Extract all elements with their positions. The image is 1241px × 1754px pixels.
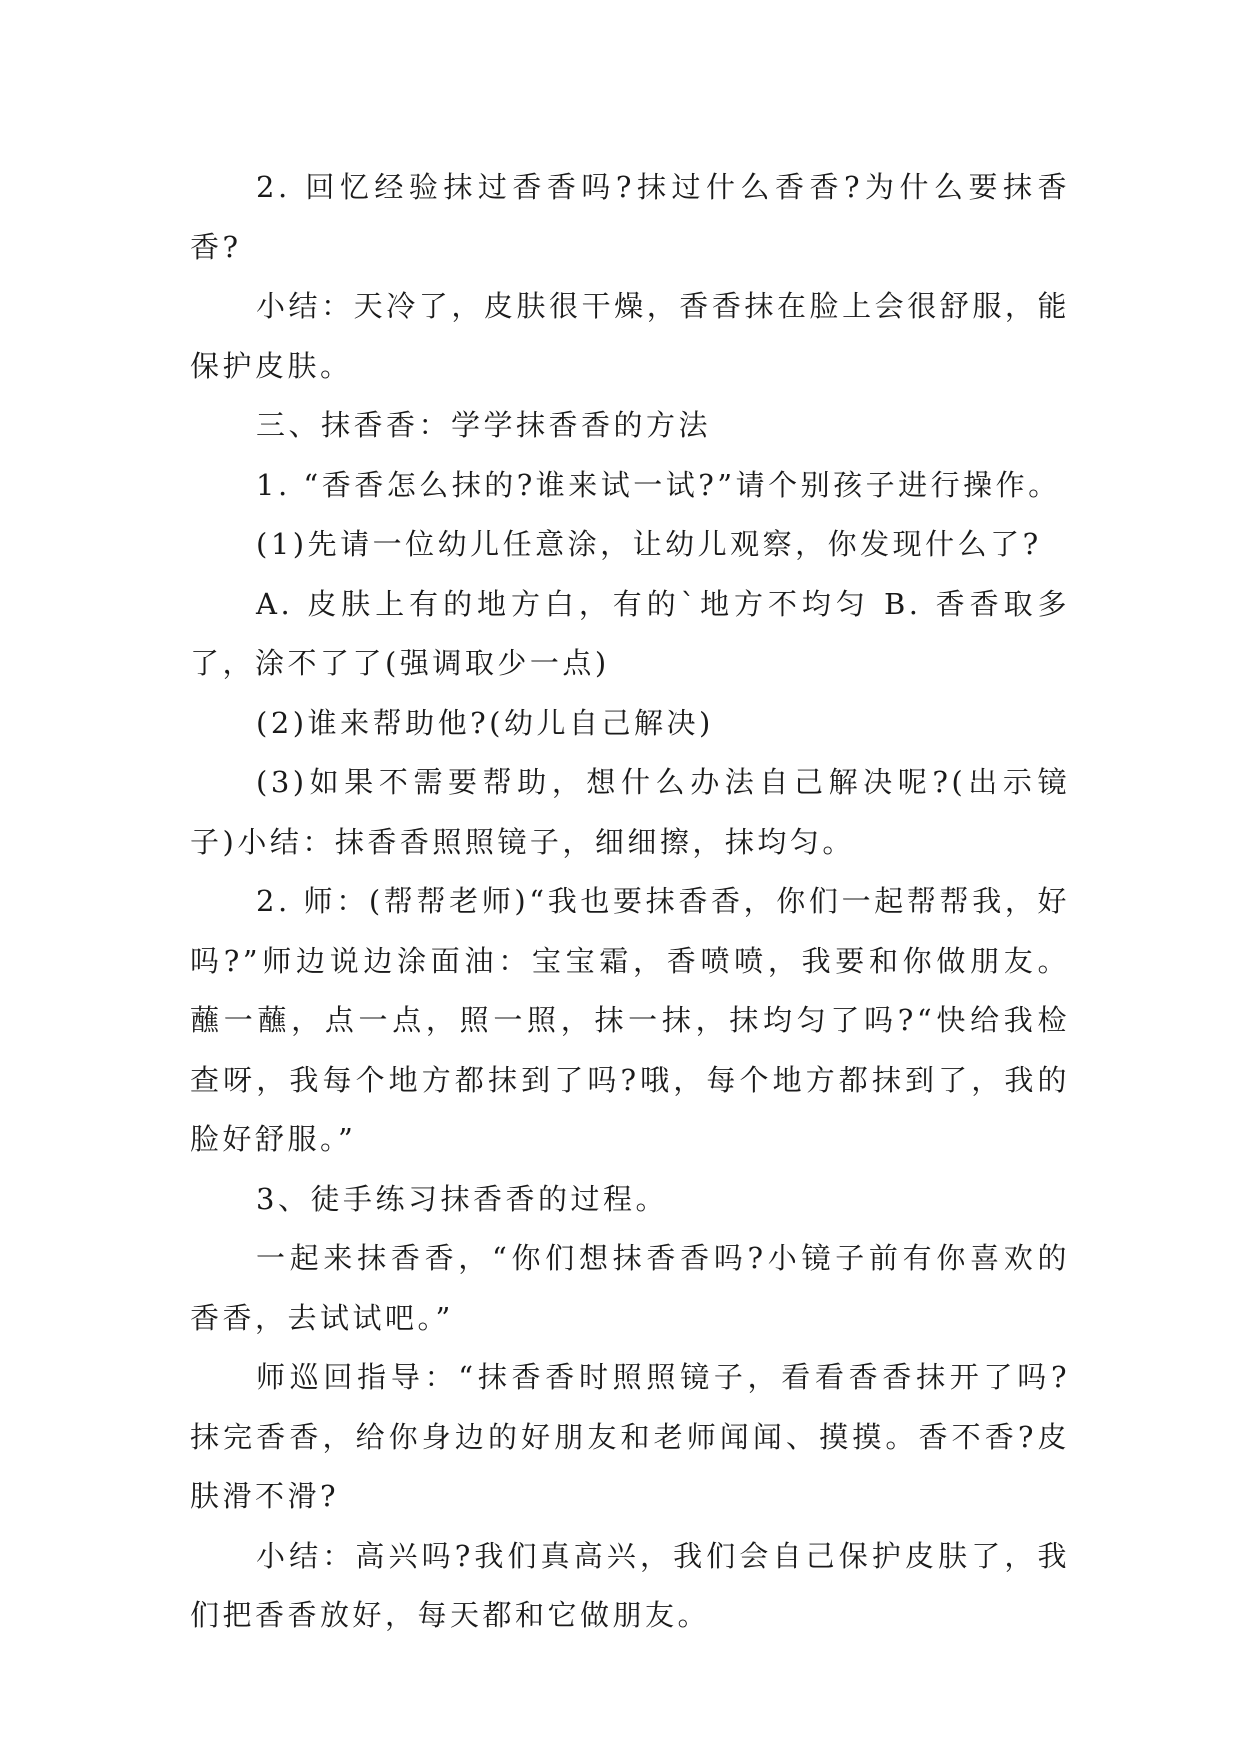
paragraph-step-3: (3)如果不需要帮助，想什么办法自己解决呢?(出示镜子)小结：抹香香照照镜子，细细擦，抹均匀。 (190, 765, 1070, 859)
paragraph-teacher-guidance: 师巡回指导：“抹香香时照照镜子，看看香香抹开了吗?抹完香香，给你身边的好朋友和老师闻闻、摸摸。香不香?皮肤滑不滑? (190, 1360, 1070, 1513)
paragraph-observations: A. 皮肤上有的地方白，有的`地方不均匀 B. 香香取多了，涂不了了(强调取少一点) (190, 586, 1070, 680)
paragraph-apply-together: 一起来抹香香，“你们想抹香香吗?小镜子前有你喜欢的香香，去试试吧。” (190, 1241, 1070, 1335)
paragraph-final-summary: 小结：高兴吗?我们真高兴，我们会自己保护皮肤了，我们把香香放好，每天都和它做朋友。 (190, 1538, 1070, 1632)
paragraph-summary-dry-skin: 小结：天冷了，皮肤很干燥，香香抹在脸上会很舒服，能保护皮肤。 (190, 289, 1070, 383)
paragraph-how-to-apply: 1. “香香怎么抹的?谁来试一试?”请个别孩子进行操作。 (256, 467, 1061, 502)
document-body (190, 158, 1070, 1646)
section-heading-practice: 3、徒手练习抹香香的过程。 (256, 1181, 668, 1216)
paragraph-recall-experience: 2. 回忆经验抹过香香吗?抹过什么香香?为什么要抹香香? (190, 170, 1070, 264)
paragraph-step-2: (2)谁来帮助他?(幼儿自己解决) (256, 705, 714, 740)
paragraph-help-teacher: 2. 师：(帮帮老师)“我也要抹香香，你们一起帮帮我，好吗?”师边说边涂面油：宝宝霜，香喷喷，我要和你做朋友。蘸一蘸，点一点，照一照，抹一抹，抹均匀了吗?“快给我检查呀，我每个地方都抹到了吗?哦，每个地方都抹到了，我的脸好舒服。” (190, 884, 1070, 1156)
paragraph-step-1: (1)先请一位幼儿任意涂，让幼儿观察，你发现什么了? (256, 527, 1042, 561)
section-heading-method: 三、抹香香：学学抹香香的方法 (256, 408, 712, 442)
